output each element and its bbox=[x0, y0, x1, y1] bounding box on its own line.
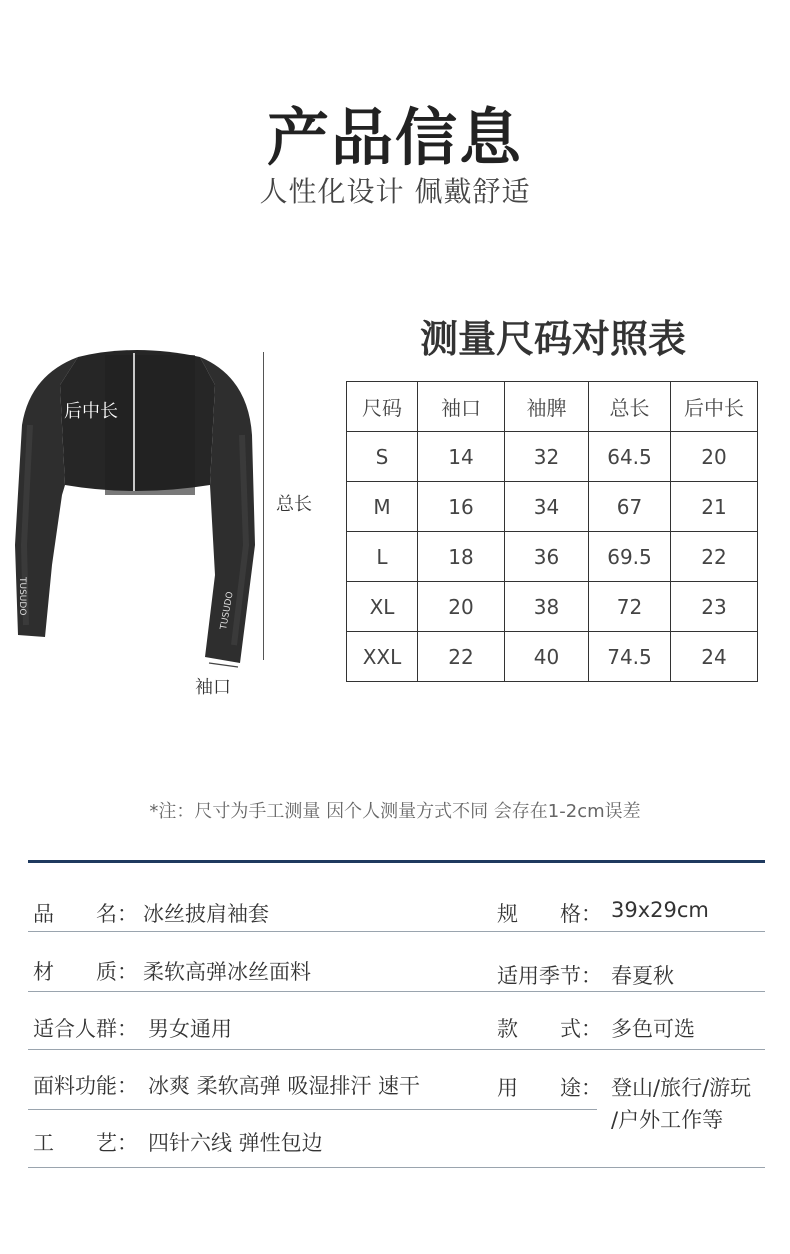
brand-print-right: TUSUDO bbox=[219, 590, 236, 631]
size-table bbox=[346, 381, 758, 682]
usage-value-line1: 登山/旅行/游玩 bbox=[611, 1076, 752, 1100]
brand-print-left: TUSUDO bbox=[17, 577, 27, 616]
table-cell: 20 bbox=[418, 582, 505, 632]
cuff-label: 袖口 bbox=[195, 677, 231, 698]
style-value: 多色可选 bbox=[611, 1017, 695, 1041]
spec-value: 39x29cm bbox=[611, 898, 709, 922]
table-cell: 67 bbox=[589, 482, 671, 532]
table-cell: 72 bbox=[589, 582, 671, 632]
table-cell: 23 bbox=[671, 582, 758, 632]
row-divider bbox=[28, 1049, 765, 1050]
table-cell: 74.5 bbox=[589, 632, 671, 682]
function-value: 冰爽 柔软高弹 吸湿排汗 速干 bbox=[148, 1074, 421, 1098]
page-subtitle: 人性化设计 佩戴舒适 bbox=[259, 175, 531, 208]
table-row bbox=[347, 482, 758, 532]
table-cell: L bbox=[347, 532, 418, 582]
col-header: 总长 bbox=[589, 382, 671, 432]
table-row bbox=[347, 632, 758, 682]
back-length-label: 后中长 bbox=[64, 401, 118, 422]
season-label: 适用季节： bbox=[497, 964, 602, 988]
material-value: 柔软高弹冰丝面料 bbox=[143, 960, 311, 984]
table-cell: 24 bbox=[671, 632, 758, 682]
table-cell: 32 bbox=[505, 432, 589, 482]
table-header-row bbox=[347, 382, 758, 432]
table-cell: M bbox=[347, 482, 418, 532]
table-cell: 20 bbox=[671, 432, 758, 482]
spec-label: 规 格： bbox=[497, 902, 602, 926]
crowd-value: 男女通用 bbox=[148, 1017, 232, 1041]
table-cell: 18 bbox=[418, 532, 505, 582]
table-cell: XL bbox=[347, 582, 418, 632]
table-cell: 34 bbox=[505, 482, 589, 532]
table-cell: 22 bbox=[418, 632, 505, 682]
usage-label: 用 途： bbox=[497, 1076, 602, 1100]
shrug-image bbox=[10, 345, 270, 695]
table-cell: 38 bbox=[505, 582, 589, 632]
garment-illustration bbox=[10, 345, 270, 695]
row-divider bbox=[28, 1167, 765, 1168]
style-label: 款 式： bbox=[497, 1017, 602, 1041]
table-cell: 21 bbox=[671, 482, 758, 532]
season-value: 春夏秋 bbox=[611, 964, 674, 988]
total-length-line bbox=[263, 352, 264, 660]
table-cell: S bbox=[347, 432, 418, 482]
size-chart-title: 测量尺码对照表 bbox=[419, 317, 686, 361]
page-title: 产品信息 bbox=[266, 101, 523, 174]
table-cell: 69.5 bbox=[589, 532, 671, 582]
col-header: 袖口 bbox=[418, 382, 505, 432]
col-header: 后中长 bbox=[671, 382, 758, 432]
row-divider bbox=[28, 931, 765, 932]
table-cell: 16 bbox=[418, 482, 505, 532]
table-cell: XXL bbox=[347, 632, 418, 682]
table-row bbox=[347, 432, 758, 482]
table-cell: 40 bbox=[505, 632, 589, 682]
table-cell: 14 bbox=[418, 432, 505, 482]
crowd-label: 适合人群： bbox=[33, 1017, 138, 1041]
craft-label: 工 艺： bbox=[33, 1131, 138, 1155]
section-divider-bar bbox=[28, 860, 765, 863]
usage-value-line2: /户外工作等 bbox=[611, 1108, 724, 1132]
name-label: 品 名： bbox=[33, 902, 138, 926]
material-label: 材 质： bbox=[33, 960, 138, 984]
name-value: 冰丝披肩袖套 bbox=[143, 902, 269, 926]
col-header: 袖脾 bbox=[505, 382, 589, 432]
total-length-label: 总长 bbox=[276, 494, 312, 515]
measurement-note: *注：尺寸为手工测量 因个人测量方式不同 会存在1-2cm误差 bbox=[149, 801, 641, 822]
table-row bbox=[347, 582, 758, 632]
table-cell: 36 bbox=[505, 532, 589, 582]
row-divider bbox=[28, 991, 765, 992]
table-row bbox=[347, 532, 758, 582]
table-cell: 22 bbox=[671, 532, 758, 582]
row-divider bbox=[28, 1109, 597, 1110]
craft-value: 四针六线 弹性包边 bbox=[148, 1131, 323, 1155]
function-label: 面料功能： bbox=[33, 1074, 138, 1098]
col-header: 尺码 bbox=[347, 382, 418, 432]
table-cell: 64.5 bbox=[589, 432, 671, 482]
